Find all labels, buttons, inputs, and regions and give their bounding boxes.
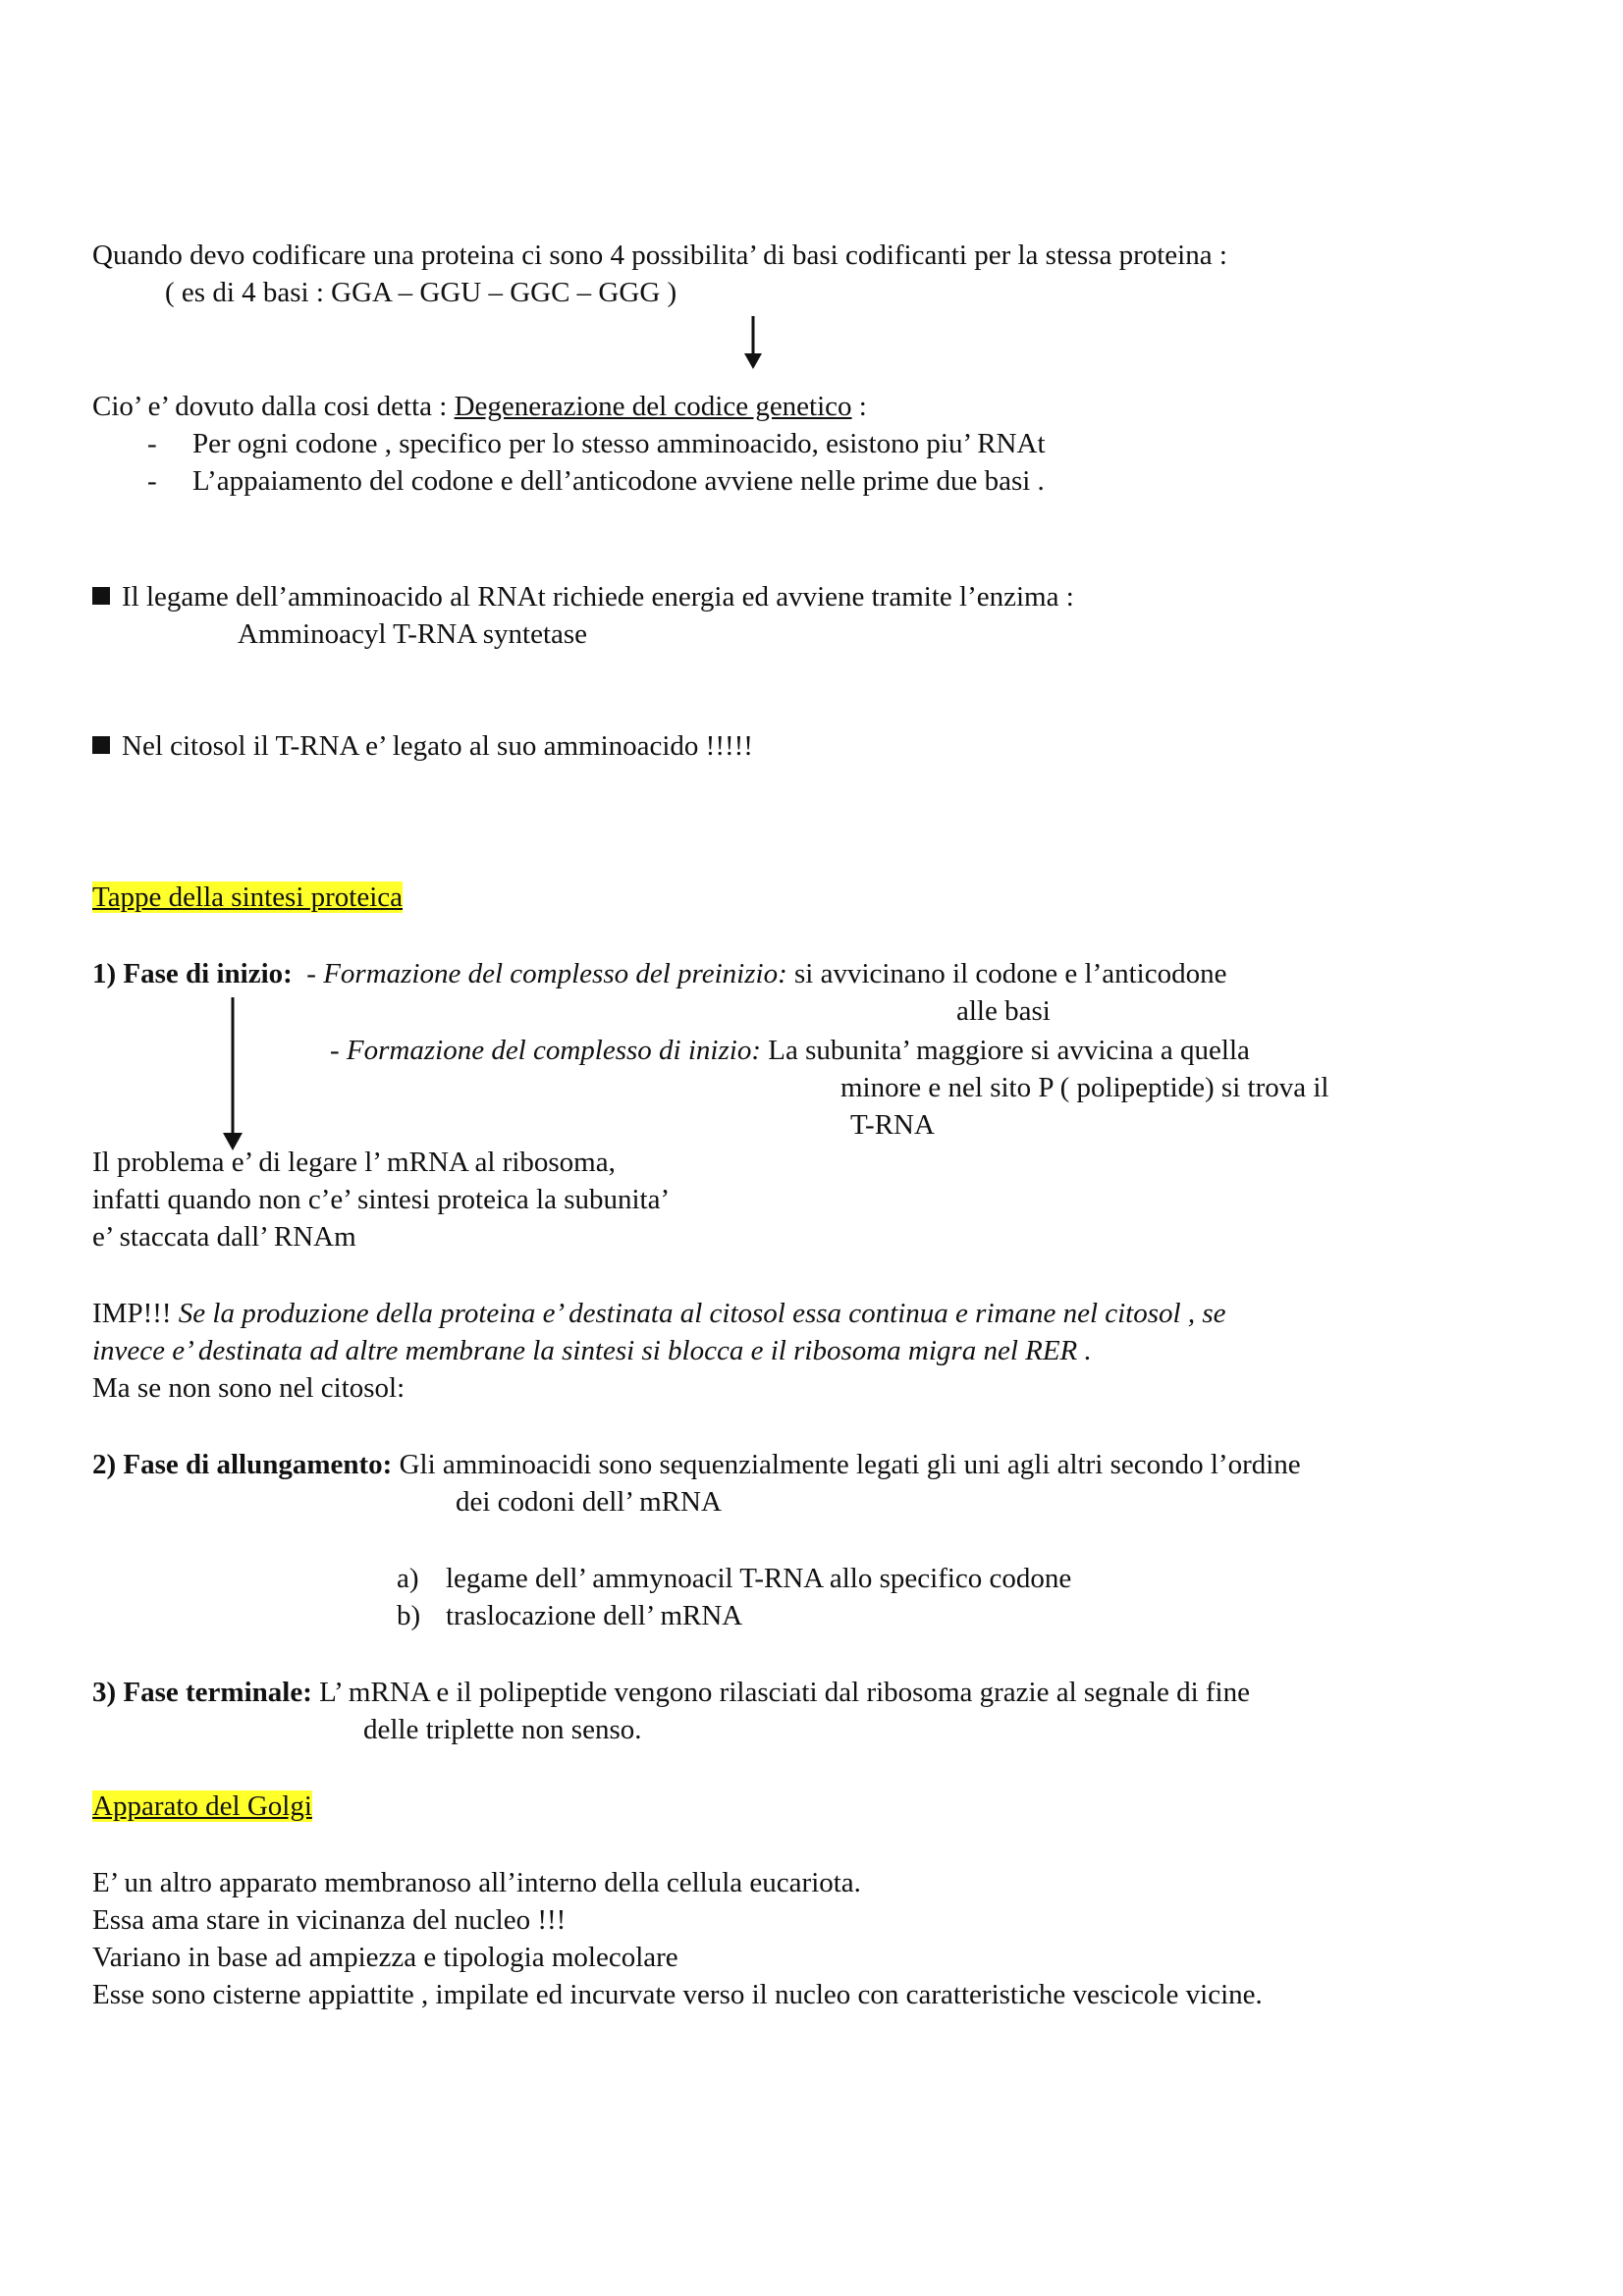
bond-note — [92, 579, 1074, 614]
phase3-cont: delle triplette non senso. — [363, 1714, 642, 1745]
synthesis-heading — [92, 880, 403, 915]
list-marker: a) — [397, 1563, 419, 1594]
golgi-heading-text: Apparato del Golgi — [92, 1790, 312, 1822]
phase1-label: 1) Fase di inizio: — [92, 958, 293, 989]
phase1-sub2-title: - Formazione del complesso di inizio: — [330, 1035, 761, 1066]
golgi-line: E’ un altro apparato membranoso all’interno della cellula eucariota. — [92, 1867, 861, 1898]
bond-text: Il legame dell’amminoacido al RNAt richiede energia ed avviene tramite l’enzima : — [122, 581, 1074, 613]
problem-line: infatti quando non c’e’ sintesi proteica la subunita’ — [92, 1184, 671, 1215]
cytosol-text: Nel citosol il T-RNA e’ legato al suo amminoacido !!!!! — [122, 730, 753, 762]
cause-suffix: : — [851, 391, 867, 422]
example-line: ( es di 4 basi : GGA – GGU – GGC – GGG ) — [165, 277, 677, 308]
bullet-dash: - — [147, 465, 157, 497]
phase1-sub1-title: - Formazione del complesso del preinizio: — [306, 958, 787, 989]
problem-line: Il problema e’ di legare l’ mRNA al ribosoma, — [92, 1147, 616, 1178]
cause-line — [92, 389, 867, 424]
phase1-sub1-text: si avvicinano il codone e l’anticodone — [786, 958, 1227, 989]
phase1-line — [92, 956, 1226, 991]
square-bullet-icon — [92, 587, 110, 605]
bullet-item — [147, 426, 1046, 461]
golgi-line: Essa ama stare in vicinanza del nucleo !!! — [92, 1904, 567, 1936]
phase1-sub2-line — [330, 1033, 1250, 1068]
phase2-cont: dei codoni dell’ mRNA — [456, 1486, 722, 1518]
list-item — [397, 1561, 1071, 1596]
phase2-text: Gli amminoacidi sono sequenzialmente legati gli uni agli altri secondo l’ordine — [392, 1449, 1301, 1480]
cause-prefix: Cio’ e’ dovuto dalla cosi detta : — [92, 391, 455, 422]
phase3-text: L’ mRNA e il polipeptide vengono rilasciati dal ribosoma grazie al segnale di fine — [311, 1677, 1250, 1708]
imp-label: IMP!!! — [92, 1298, 179, 1329]
synthesis-heading-text: Tappe della sintesi proteica — [92, 881, 404, 913]
square-bullet-icon — [92, 736, 110, 754]
phase1-sub1-cont: alle basi — [956, 995, 1051, 1027]
bullet-text: L’appaiamento del codone e dell’anticodone avviene nelle prime due basi . — [192, 465, 1045, 497]
imp-text-1: Se la produzione della proteina e’ destinata al citosol essa continua e rimane nel citosol , se — [178, 1298, 1226, 1329]
bullet-item — [147, 463, 1045, 499]
list-item — [397, 1598, 742, 1633]
phase1-sub2-cont1: minore e nel sito P ( polipeptide) si trova il — [840, 1072, 1329, 1103]
degeneration-term: Degenerazione del codice genetico — [454, 391, 852, 422]
imp-line-2: invece e’ destinata ad altre membrane la sintesi si blocca e il ribosoma migra nel RER . — [92, 1335, 1092, 1366]
cytosol-note — [92, 728, 753, 764]
enzyme-name: Amminoacyl T-RNA syntetase — [238, 618, 588, 650]
phase2-label: 2) Fase di allungamento: — [92, 1449, 393, 1480]
golgi-line: Esse sono cisterne appiattite , impilate ed incurvate verso il nucleo con caratteristiche vescicole vicine. — [92, 1979, 1263, 2010]
golgi-line: Variano in base ad ampiezza e tipologia molecolare — [92, 1942, 678, 1973]
list-text: legame dell’ ammynoacil T-RNA allo specifico codone — [446, 1563, 1072, 1594]
phase2-line — [92, 1447, 1301, 1482]
down-arrow-icon — [741, 316, 765, 371]
list-marker: b) — [397, 1600, 421, 1631]
phase3-line — [92, 1675, 1250, 1710]
phase1-sub2-cont2: T-RNA — [850, 1109, 935, 1141]
imp-line-1 — [92, 1296, 1225, 1331]
down-arrow-icon — [220, 997, 245, 1152]
list-text: traslocazione dell’ mRNA — [446, 1600, 743, 1631]
golgi-heading — [92, 1789, 312, 1824]
phase3-label: 3) Fase terminale: — [92, 1677, 312, 1708]
imp-after: Ma se non sono nel citosol: — [92, 1372, 406, 1404]
intro-line: Quando devo codificare una proteina ci sono 4 possibilita’ di basi codificanti per la stessa proteina : — [92, 240, 1227, 271]
problem-line: e’ staccata dall’ RNAm — [92, 1221, 356, 1253]
bullet-text: Per ogni codone , specifico per lo stesso amminoacido, esistono piu’ RNAt — [192, 428, 1046, 459]
bullet-dash: - — [147, 428, 157, 459]
phase1-sub2-text: La subunita’ maggiore si avvicina a quella — [760, 1035, 1250, 1066]
